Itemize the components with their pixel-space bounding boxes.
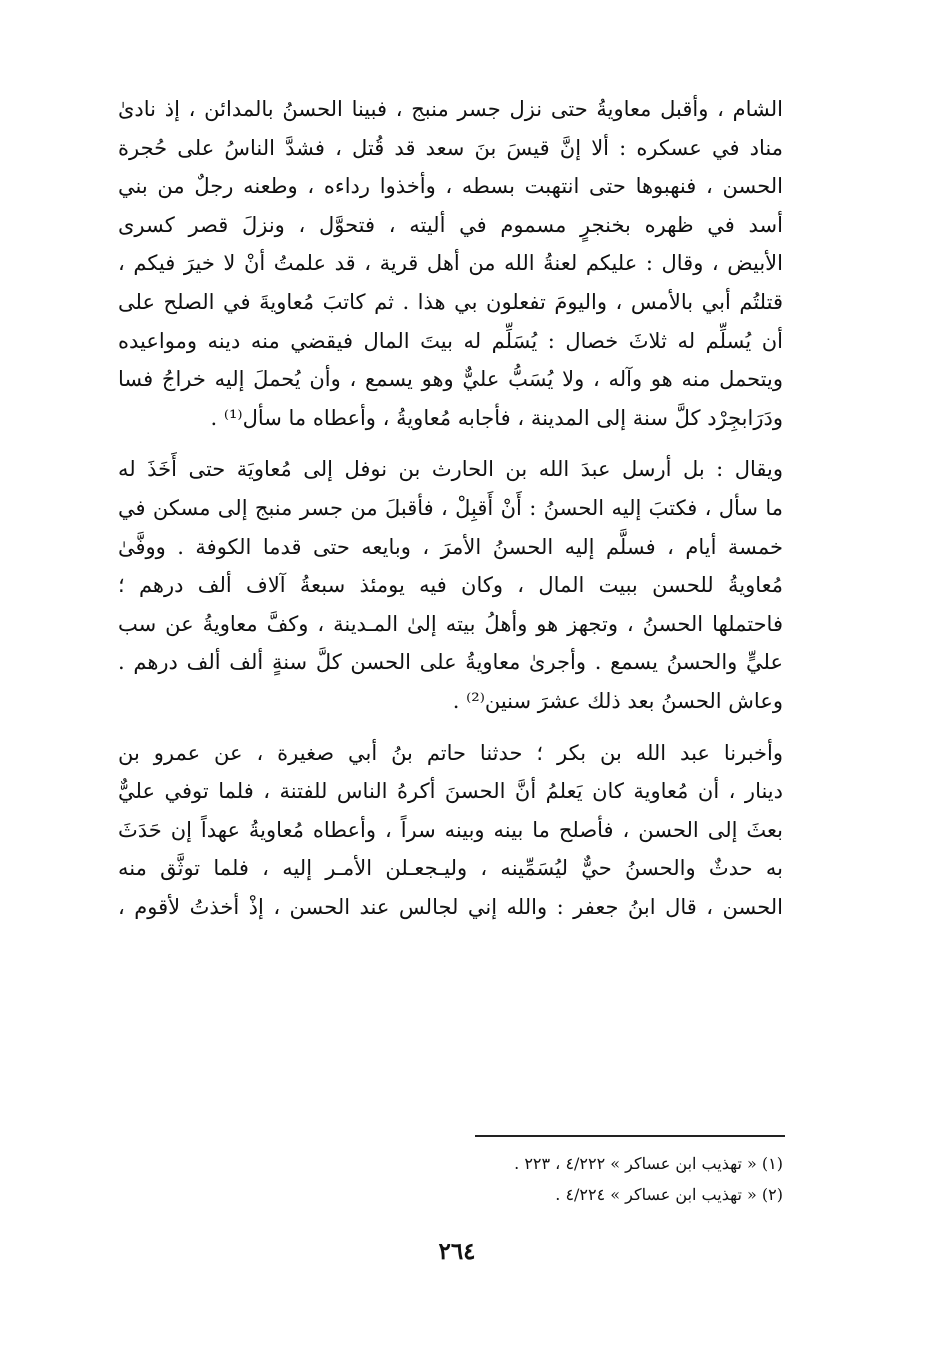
paragraph-3 [118, 734, 783, 927]
text-line: وأخبرنا عبد الله بن بكر ؛ حدثنا حاتم بنُ أبي صغيرة ، عن عمرو بن [118, 740, 783, 765]
text-line: الحسن ، قال ابنُ جعفر : والله إني لجالس عند الحسن ، إذْ أخذتُ لأقوم ، [118, 894, 783, 919]
text-line: بعثَ إلى الحسن ، فأصلح ما بينه وبينه سراً ، وأعطاه مُعاويةُ عهداً إن حَدَثَ [118, 817, 783, 842]
text-line: مُعاويةُ للحسن ببيت المال ، وكان فيه يومئذ سبعةُ آلاف ألف درهم ؛ [118, 573, 783, 598]
text-line: مناد في عسكره : ألا إنَّ قيسَ بنَ سعد قد قُتل ، فشدَّ الناسُ على حُجرة [118, 135, 783, 160]
footnote-2: (٢) « تهذيب ابن عساكر » ٤/٢٢٤ . [555, 1185, 783, 1204]
text-line: دينار ، أن مُعاوية كان يَعلمُ أنَّ الحسنَ أكرهُ الناس للفتنة ، فلما توفي عليٌّ [118, 779, 783, 804]
text-line: خمسة أيام ، فسلَّم إليه الحسنُ الأمرَ ، وبايعه حتى قدما الكوفة . ووفَّىٰ [118, 534, 783, 559]
text-line: عليٍّ والحسنُ يسمع . وأجرىٰ معاويةُ على الحسن كلَّ سنةٍ ألف ألف درهم . [118, 650, 783, 675]
footnote-divider [475, 1135, 785, 1137]
main-text [118, 90, 783, 926]
text-line: به حدثٌ والحسنُ حيٌّ ليُسَمِّينه ، وليـجعـلن الأمـر إليه ، فلما توثَّق منه [118, 856, 783, 881]
text-line: ودَرَابجِرْد كلَّ سنة إلى المدينة ، فأجابه مُعاويةُ ، وأعطاه ما سأل⁽¹⁾ . [210, 405, 783, 430]
paragraph-spacer [118, 437, 783, 450]
text-line: الأبيض ، وقال : عليكم لعنةُ الله من أهل قرية ، قد علمتُ أنْ لا خيرَ فيكم ، [118, 251, 783, 276]
footnotes [380, 1148, 783, 1210]
page-number: ٢٦٤ [438, 1238, 476, 1265]
footnote-1: (١) « تهذيب ابن عساكر » ٤/٢٢٢ ، ٢٢٣ . [514, 1154, 783, 1173]
paragraph-spacer [118, 721, 783, 734]
text-line: الشام ، وأقبل معاويةُ حتى نزل جسر منبج ، فبينا الحسنُ بالمدائن ، إذ نادىٰ [118, 97, 783, 121]
text-line: أن يُسلِّم له ثلاثَ خصال : يُسَلِّم له بيتَ المال فيقضي منه دينه ومواعيده [118, 328, 783, 353]
paragraph-2 [118, 450, 783, 720]
text-line: ويتحمل منه هو وآله ، ولا يُسَبُّ عليٌّ وهو يسمع ، وأن يُحملَ إليه خراجُ فسا [118, 367, 783, 392]
text-line: فاحتملها الحسنُ ، وتجهز هو وأهلُ بيته إلىٰ المـدينة ، وكفَّ معاويةُ عن سب [118, 611, 783, 636]
text-line: أسد في ظهره بخنجرٍ مسموم في أليته ، فتحوَّل ، ونزلَ قصر كسرى [118, 212, 783, 237]
text-line: الحسن ، فنهبوها حتى انتهبت بسطه ، وأخذوا رداءه ، وطعنه رجلٌ من بني [118, 174, 783, 199]
paragraph-1 [118, 90, 783, 437]
text-line: ما سأل ، فكتبَ إليه الحسنُ : أَنْ أَقبِلْ ، فأقبلَ من جسر منبج إلى مسكن في [118, 495, 783, 520]
text-line: قتلتُم أبي بالأمس ، واليومَ تفعلون بي هذا . ثم كاتبَ مُعاويةَ في الصلح على [118, 289, 783, 314]
text-line: وعاش الحسنُ بعد ذلك عشرَ سنين⁽²⁾ . [452, 688, 783, 713]
text-line: ويقال : بل أرسل عبدَ الله بن الحارث بن نوفل إلى مُعاويَة حتى أَخَذَ له [118, 457, 783, 482]
